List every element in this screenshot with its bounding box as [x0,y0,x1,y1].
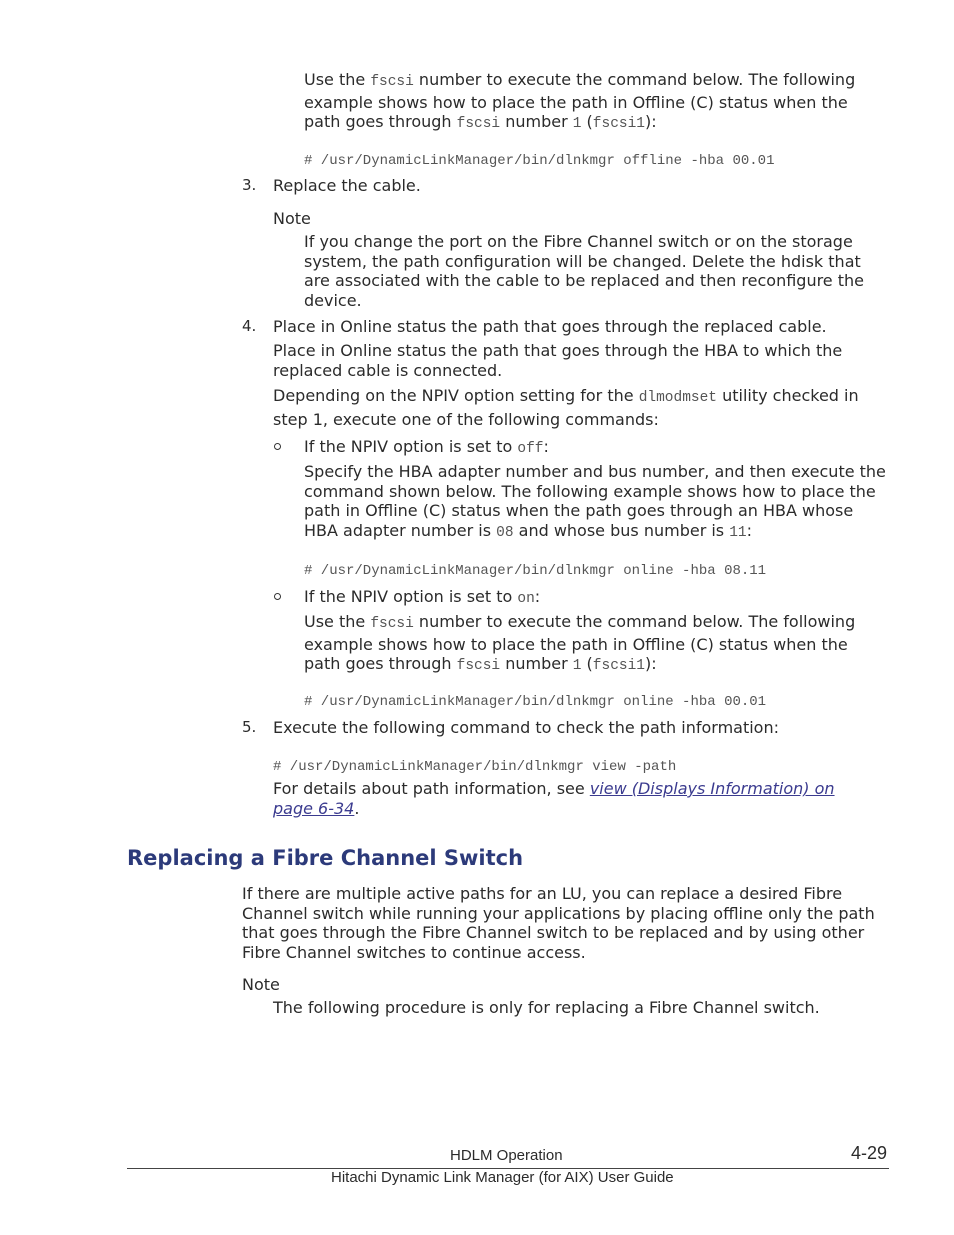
fscsi-paragraph: Use the fscsi number to execute the command below. The following example shows how to place the path in Offline (C) status when the path goes through fscsi number 1 (fscsi1): [304,70,856,133]
footer-guide-title: Hitachi Dynamic Link Manager (for AIX) User Guide [331,1169,674,1186]
code-inline: 1 [572,116,582,133]
step-4-text: Place in Online status the path that goes through the replaced cable. [273,317,827,336]
command-offline: # /usr/DynamicLinkManager/bin/dlnkmgr offline -hba 00.01 [304,153,775,169]
code-inline: 1 [572,658,582,675]
code-inline: fscsi [370,616,414,632]
code-inline: 08 [496,524,514,541]
bullet-npiv-on-paragraph: Use the fscsi number to execute the command below. The following example shows how to place the path in Offline (C) status when the path goes through fscsi number 1 (fscsi1): [304,612,856,675]
bullet-npiv-off-paragraph: Specify the HBA adapter number and bus number, and then execute the command shown below. The following example shows how to place the path in Offline (C) status when the path goes through an HBA whose HBA adapter number is 08 and whose bus number is 11: [304,462,886,541]
code-inline: fscsi1 [592,658,646,675]
bullet-icon [274,443,281,450]
step-4-npiv-paragraph: Depending on the NPIV option setting for the dlmodmset utility checked in step 1, execute one of the following commands: [273,386,859,429]
section-heading: Replacing a Fibre Channel Switch [127,846,524,870]
step-number: 5. [242,718,257,736]
footer-section-name: HDLM Operation [450,1147,563,1164]
code-inline: fscsi [370,74,414,90]
path-info-details: For details about path information, see view (Displays Information) on page 6-34. [273,779,835,818]
note-text: The following procedure is only for replacing a Fibre Channel switch. [273,998,820,1017]
step-number: 4. [242,317,257,335]
command-view-path: # /usr/DynamicLinkManager/bin/dlnkmgr view -path [273,759,677,775]
bullet-npiv-on: If the NPIV option is set to on: [304,587,541,607]
command-online-0811: # /usr/DynamicLinkManager/bin/dlnkmgr online -hba 08.11 [304,563,767,579]
view-command-link[interactable]: view (Displays Information) on [589,779,835,798]
step-4-paragraph: Place in Online status the path that goes through the HBA to which the replaced cable is connected. [273,341,843,380]
code-inline: fscsi1 [592,116,646,133]
bullet-icon [274,593,281,600]
code-inline: fscsi [456,658,501,675]
note-label: Note [242,975,280,994]
step-5-text: Execute the following command to check the path information: [273,718,779,737]
code-inline: fscsi [456,116,501,133]
bullet-npiv-off: If the NPIV option is set to off: [304,437,549,457]
page-number: 4-29 [851,1143,888,1163]
note-text: If you change the port on the Fibre Channel switch or on the storage system, the path configuration will be changed. Delete the hdisk that are associated with the cable to be replaced and then reconfigure the device. [304,232,864,310]
code-inline: on [517,591,535,607]
note-label: Note [273,209,311,228]
section-intro: If there are multiple active paths for an LU, you can replace a desired Fibre Channel switch while running your applications by placing offline only the path that goes through the Fibre Channel switch to be replaced and by using other Fibre Channel switches to continue access. [242,884,875,962]
code-inline: dlmodmset [638,390,718,406]
step-3-text: Replace the cable. [273,176,421,195]
command-online-0001: # /usr/DynamicLinkManager/bin/dlnkmgr online -hba 00.01 [304,694,767,710]
page-reference-link[interactable]: page 6-34 [273,798,355,818]
step-number: 3. [242,176,257,194]
code-inline: off [517,441,544,457]
code-inline: 11 [729,524,747,541]
